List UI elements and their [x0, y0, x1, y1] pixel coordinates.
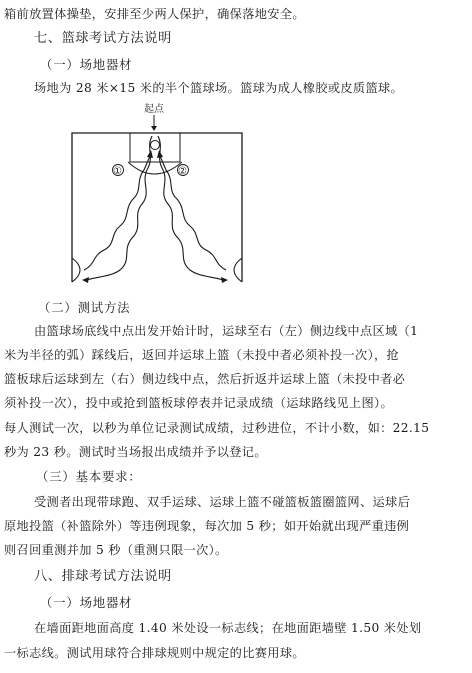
free-throw-arc — [128, 162, 182, 174]
volleyball-venue-subheading: （一）场地器材 — [40, 595, 133, 610]
right-sideline-arc — [234, 258, 242, 282]
basketball-venue-subheading: （一）场地器材 — [40, 57, 133, 72]
court-outline — [72, 133, 242, 282]
basketball-heading: 七、篮球考试方法说明 — [34, 31, 172, 46]
route-2-return — [160, 156, 226, 270]
basketball-venue-text: 场地为 28 米×15 米的半个篮球场。篮球为成人橡胶或皮质篮球。 — [34, 81, 404, 95]
volleyball-venue-line-2: 一标志线。测试用球符合排球规则中规定的比赛用球。 — [4, 646, 305, 660]
requirements-line-1: 受测者出现带球跑、双手运球、运球上篮不碰篮板篮圈篮网、运球后 — [34, 495, 411, 509]
route-diagram-svg — [62, 100, 254, 296]
basket-ring — [151, 141, 160, 150]
requirements-line-3: 则召回重测并加 5 秒（重测只限一次）。 — [4, 543, 228, 557]
left-sideline-arc — [72, 258, 80, 282]
basketball-method-subheading: （二）测试方法 — [38, 300, 131, 315]
method-line-3: 篮板球后运球到左（右）侧边线中点，然后折返并运球上篮（未投中者必 — [4, 372, 406, 386]
route-1-label: ① — [113, 166, 122, 177]
key-lane — [130, 133, 180, 162]
basketball-requirements-subheading: （三）基本要求： — [36, 469, 142, 484]
method-line-4: 须补投一次），投中或抢到篮板球停表并记录成绩（运球路线见上图）。 — [4, 396, 393, 410]
method-line-2: 米为半径的弧）踩线后，返回并运球上篮（未投中者必须补投一次），抢 — [4, 348, 400, 362]
method-line-6: 秒为 23 秒。测试时当场报出成绩并予以登记。 — [4, 445, 267, 459]
method-line-1: 由篮球场底线中点出发开始计时，运球至右（左）侧边线中点区域（1 — [34, 324, 419, 338]
requirements-line-2: 原地投篮（补篮除外）等违例现象，每次加 5 秒；如开始就出现严重违例 — [4, 519, 410, 533]
route-2-outbound — [158, 136, 224, 280]
route-1-end-arrowhead — [82, 277, 89, 283]
dribbling-route-diagram — [62, 100, 254, 296]
route-2-label: ② — [178, 166, 187, 177]
route-2-end-arrowhead — [221, 277, 228, 283]
start-arrow-head — [151, 126, 157, 131]
volleyball-venue-line-1: 在墙面距地面高度 1.40 米处设一标志线；在地面距墙壁 1.50 米处划 — [34, 621, 422, 635]
route-1-outbound — [86, 136, 152, 280]
intro-line: 箱前放置体操垫，安排至少两人保护，确保落地安全。 — [4, 7, 305, 21]
start-label: 起点 — [144, 104, 164, 115]
volleyball-heading: 八、排球考试方法说明 — [34, 569, 172, 584]
method-line-5: 每人测试一次，以秒为单位记录测试成绩，过秒进位，不计小数，如：22.15 — [4, 421, 430, 435]
